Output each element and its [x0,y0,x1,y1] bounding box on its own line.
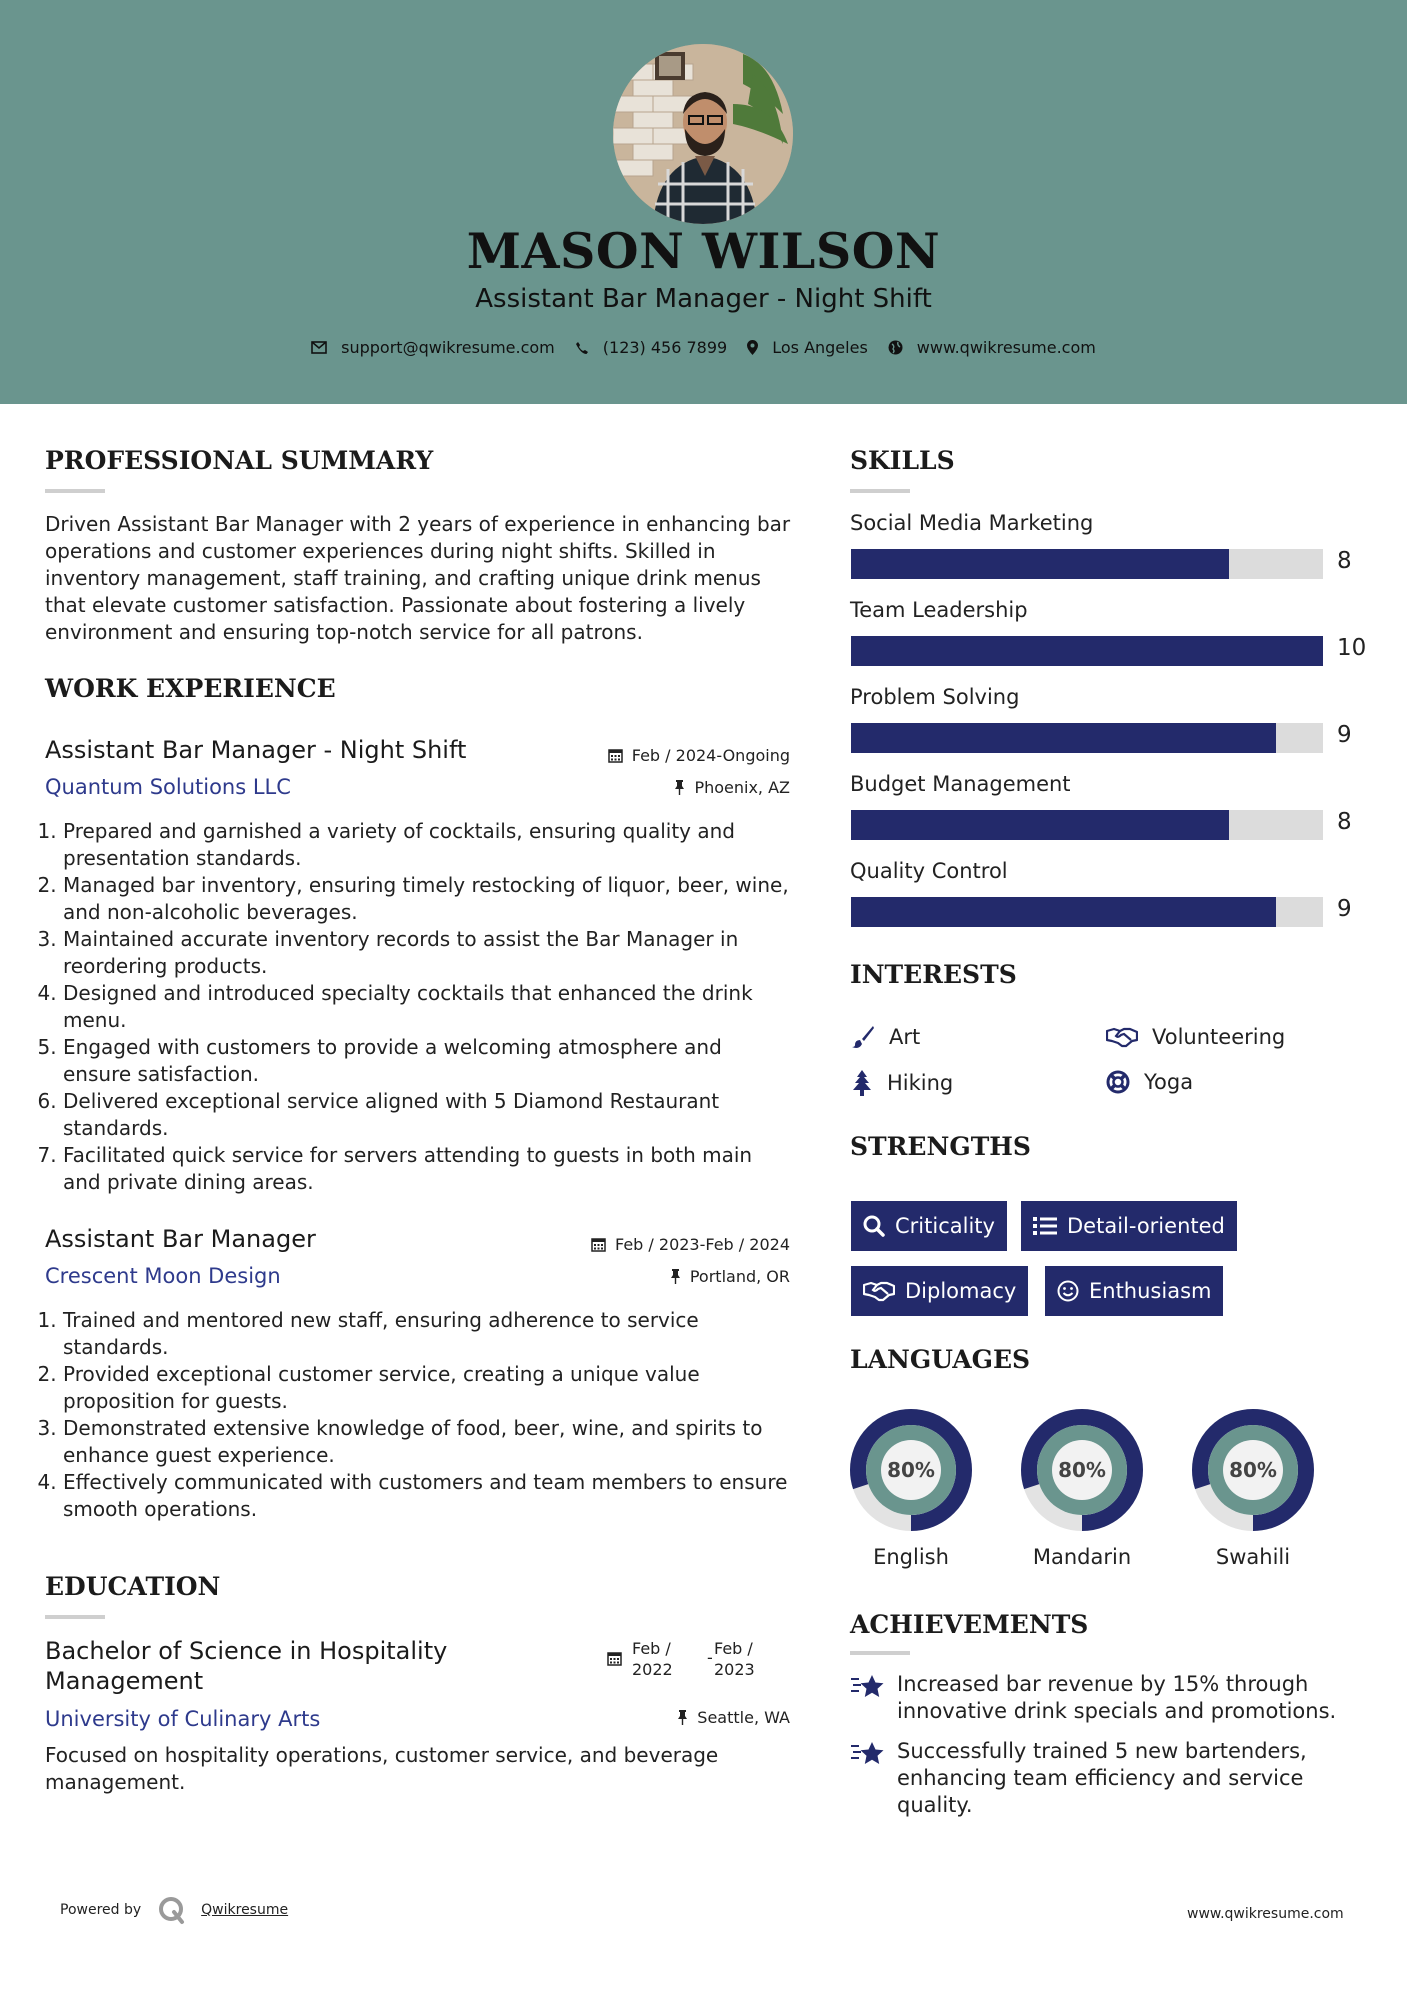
list-item: 2. Managed bar inventory, ensuring timely restocking of liquor, beer, wine, and non-alcoholic beverages. [63,872,795,926]
date-part: Feb / [714,1639,753,1658]
phone-text: (123) 456 7899 [602,338,728,357]
profile-photo [613,44,793,224]
achievement-line: innovative drink specials and promotions. [897,1699,1337,1723]
skill-bar-fill [851,549,1229,579]
education-location-text: Seattle, WA [697,1708,790,1727]
job-location-text: Phoenix, AZ [694,778,790,797]
job-date-text: Feb / 2024-Ongoing [631,746,790,765]
education-description: Focused on hospitality operations, customer service, and beverage management. [45,1743,719,1794]
language-percent: 80% [1058,1458,1106,1482]
date-part: 2022 [632,1660,673,1679]
skill-label: Budget Management [850,772,1071,796]
skill-bar-fill [851,723,1276,753]
pushpin-icon [670,1269,681,1284]
map-pin-icon [747,340,758,355]
degree-title [45,1636,447,1696]
list-item: 4. Effectively communicated with customers and team members to ensure smooth operations. [63,1469,795,1523]
paintbrush-icon [851,1025,875,1049]
job-date [560,746,790,765]
interest-item [851,1025,920,1049]
job-bullets [45,1307,795,1523]
strength-label: Criticality [895,1214,995,1238]
date-part: 2023 [714,1660,755,1679]
strength-badge [851,1266,1028,1316]
interest-label: Yoga [1144,1070,1194,1094]
contact-location [747,338,868,357]
language-percent: 80% [887,1458,935,1482]
skills-underline [850,489,910,493]
degree-line: Management [45,1667,204,1695]
job-title: Assistant Bar Manager - Night Shift [45,736,467,764]
job-location [560,778,790,797]
strength-badge [851,1201,1007,1251]
star-icon [851,1673,885,1701]
interests-heading: INTERESTS [850,960,1017,989]
list-item: 1. Trained and mentored new staff, ensuring adherence to service standards. [63,1307,795,1361]
list-item: 1. Prepared and garnished a variety of cocktails, ensuring quality and presentation standards. [63,818,795,872]
achievement-line: Successfully trained 5 new bartenders, [897,1739,1307,1763]
achievements-underline [850,1651,910,1655]
experience-heading: WORK EXPERIENCE [45,674,336,703]
job-date-text: Feb / 2023-Feb / 2024 [615,1235,790,1254]
location-text: Los Angeles [772,338,868,357]
skill-bar [851,723,1323,753]
achievement-item [851,1738,1307,1819]
calendar-icon [608,748,623,763]
list-item: 4. Designed and introduced specialty cocktails that enhanced the drink menu. [63,980,795,1034]
skill-bar [851,897,1323,927]
school-name: University of Culinary Arts [45,1707,321,1731]
education-underline [45,1615,105,1619]
envelope-icon [311,341,327,354]
degree-line: Bachelor of Science in Hospitality [45,1637,448,1665]
skill-bar-fill [851,810,1229,840]
tree-icon [851,1070,873,1096]
contact-bar [0,338,1407,357]
strength-label: Detail-oriented [1067,1214,1225,1238]
email-text: support@qwikresume.com [341,338,555,357]
calendar-icon [607,1651,622,1670]
smile-icon [1057,1280,1079,1302]
achievements-heading: ACHIEVEMENTS [850,1610,1089,1639]
strength-label: Enthusiasm [1089,1279,1212,1303]
phone-icon [575,341,589,355]
calendar-icon [591,1237,606,1252]
language-donut [1021,1409,1143,1535]
job-title: Assistant Bar Manager [45,1225,316,1253]
strength-badge [1045,1266,1223,1316]
strength-label: Diplomacy [905,1279,1017,1303]
strength-badge [1021,1201,1237,1251]
skill-label: Problem Solving [850,685,1020,709]
interest-label: Hiking [887,1071,954,1095]
handshake-icon [1106,1026,1138,1048]
skill-label: Team Leadership [850,598,1028,622]
skill-bar [851,810,1323,840]
pushpin-icon [677,1710,688,1725]
search-icon [863,1215,885,1237]
list-icon [1033,1216,1057,1236]
interest-item [851,1070,953,1096]
skill-label: Social Media Marketing [850,511,1094,535]
list-item: 5. Engaged with customers to provide a welcoming atmosphere and ensure satisfaction. [63,1034,795,1088]
contact-phone[interactable] [575,338,727,357]
candidate-title: Assistant Bar Manager - Night Shift [475,284,932,314]
job-date [540,1235,790,1254]
language-percent: 80% [1229,1458,1277,1482]
resume-header [0,0,1407,404]
language-label: English [873,1545,949,1569]
job-company: Crescent Moon Design [45,1264,281,1288]
list-item: 2. Provided exceptional customer service, creating a unique value proposition for guests. [63,1361,795,1415]
star-icon [851,1740,885,1768]
skill-bar [851,636,1323,666]
job-location-text: Portland, OR [689,1267,790,1286]
summary-text: Driven Assistant Bar Manager with 2 years of experience in enhancing bar operations and customer experiences during night shifts. Skilled in inventory management, staff training, and crafting unique drink menus that elevate customer satisfaction. Passionate about fostering a lively environment and ensuring top-notch service for all patrons. [45,512,791,644]
globe-icon [888,340,903,355]
job-company: Quantum Solutions LLC [45,775,291,799]
achievement-item [851,1671,1336,1725]
footer-powered-by [60,1895,288,1925]
education-location [560,1708,790,1727]
education-end-date [714,1638,755,1680]
skills-heading: SKILLS [850,446,955,475]
skill-bar-fill [851,636,1323,666]
interest-item [1106,1070,1193,1094]
pushpin-icon [674,780,685,795]
skill-bar-fill [851,897,1276,927]
list-item: 3. Demonstrated extensive knowledge of food, beer, wine, and spirits to enhance guest experience. [63,1415,795,1469]
summary-underline [45,489,105,493]
date-part: Feb / [632,1639,671,1658]
languages-heading: LANGUAGES [850,1345,1031,1374]
skill-bar [851,549,1323,579]
language-donut [850,1409,972,1535]
brand-link[interactable]: Qwikresume [201,1902,289,1918]
job-location [560,1267,790,1286]
skill-value: 9 [1337,722,1352,748]
job-bullets [45,818,795,1196]
website-text: www.qwikresume.com [916,338,1096,357]
interest-label: Art [889,1025,921,1049]
handshake-icon [863,1280,895,1302]
language-label: Mandarin [1032,1545,1132,1569]
candidate-name: MASON WILSON [466,222,941,280]
list-item: 3. Maintained accurate inventory records to assist the Bar Manager in reordering products. [63,926,795,980]
summary-heading: PROFESSIONAL SUMMARY [45,446,434,475]
skill-value: 8 [1337,548,1352,574]
contact-website[interactable] [888,338,1096,357]
powered-by-text: Powered by [60,1902,142,1918]
strengths-heading: STRENGTHS [850,1132,1031,1161]
list-item: 6. Delivered exceptional service aligned with 5 Diamond Restaurant standards. [63,1088,795,1142]
qwikresume-logo-icon [157,1895,187,1925]
footer-website[interactable]: www.qwikresume.com [1187,1906,1344,1922]
skill-value: 9 [1337,896,1352,922]
language-donut [1192,1409,1314,1535]
achievement-line: Increased bar revenue by 15% through [897,1672,1309,1696]
skill-value: 10 [1337,635,1367,661]
achievement-line: enhancing team efficiency and service [897,1766,1304,1790]
achievement-line: quality. [897,1793,973,1817]
list-item: 7. Facilitated quick service for servers attending to guests in both main and private dining areas. [63,1142,795,1196]
lifebuoy-icon [1106,1070,1130,1094]
skill-label: Quality Control [850,859,1008,883]
date-separator: - [707,1648,713,1667]
language-label: Swahili [1215,1545,1291,1569]
education-heading: EDUCATION [45,1572,221,1601]
education-start-date [632,1638,673,1680]
skill-value: 8 [1337,809,1352,835]
interest-item [1106,1025,1285,1049]
interest-label: Volunteering [1152,1025,1286,1049]
contact-email[interactable] [311,338,555,357]
